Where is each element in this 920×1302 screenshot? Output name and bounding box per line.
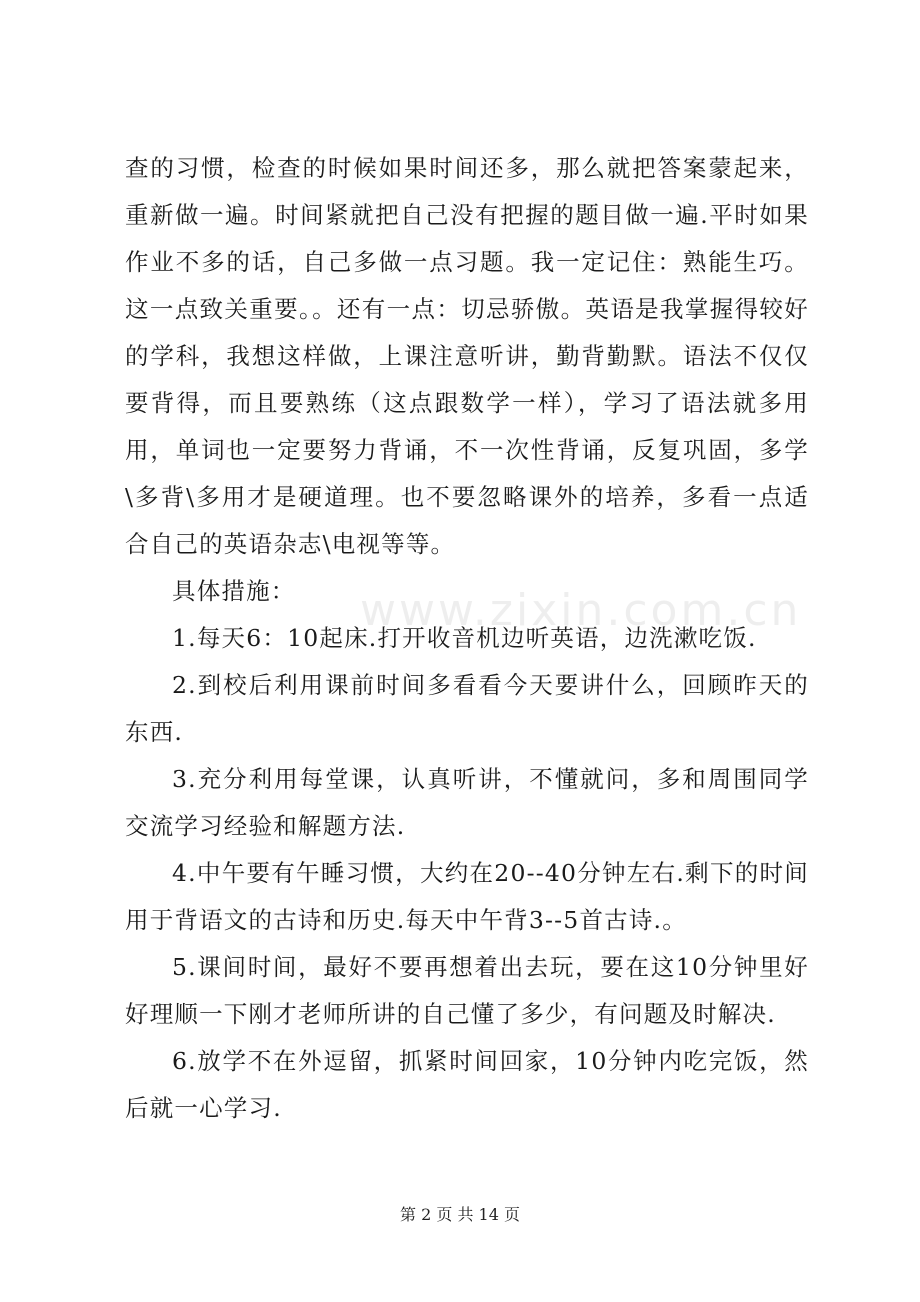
paragraph-measure-1: 1.每天6：10起床.打开收音机边听英语，边洗漱吃饭.	[172, 624, 757, 652]
paragraph-measure-6: 6.放学不在外逗留，抓紧时间回家，10分钟内吃完饭，然后就一心学习.	[125, 1047, 809, 1122]
paragraph-measure-3: 3.充分利用每堂课，认真听讲，不懂就问，多和周围同学交流学习经验和解题方法.	[125, 765, 809, 840]
paragraph-measures-heading: 具体措施：	[172, 577, 296, 605]
document-body	[125, 145, 809, 1132]
paragraph-measure-4: 4.中午要有午睡习惯，大约在20--40分钟左右.剩下的时间用于背语文的古诗和历史.每天中午背3--5首古诗.。	[125, 859, 809, 934]
watermark: www.zixin.com.cn	[360, 585, 802, 636]
paragraph-habit-checking: 查的习惯，检查的时候如果时间还多，那么就把答案蒙起来，重新做一遍。时间紧就把自己没有把握的题目做一遍.平时如果作业不多的话，自己多做一点习题。我一定记住：熟能生巧。这一点致关重要。。还有一点：切忌骄傲。英语是我掌握得较好的学科，我想这样做，上课注意听讲，勤背勤默。语法不仅仅要背得，而且要熟练（这点跟数学一样），学习了语法就多用用，单词也一定要努力背诵，不一次性背诵，反复巩固，多学\多背\多用才是硬道理。也不要忽略课外的培养，多看一点适合自己的英语杂志\电视等等。	[125, 154, 809, 558]
paragraph-measure-5: 5.课间时间，最好不要再想着出去玩，要在这10分钟里好好理顺一下刚才老师所讲的自己懂了多少，有问题及时解决.	[125, 953, 809, 1028]
page-footer: 第 2 页 共 14 页	[400, 1205, 520, 1224]
paragraph-measure-2: 2.到校后利用课前时间多看看今天要讲什么，回顾昨天的东西.	[125, 671, 809, 746]
